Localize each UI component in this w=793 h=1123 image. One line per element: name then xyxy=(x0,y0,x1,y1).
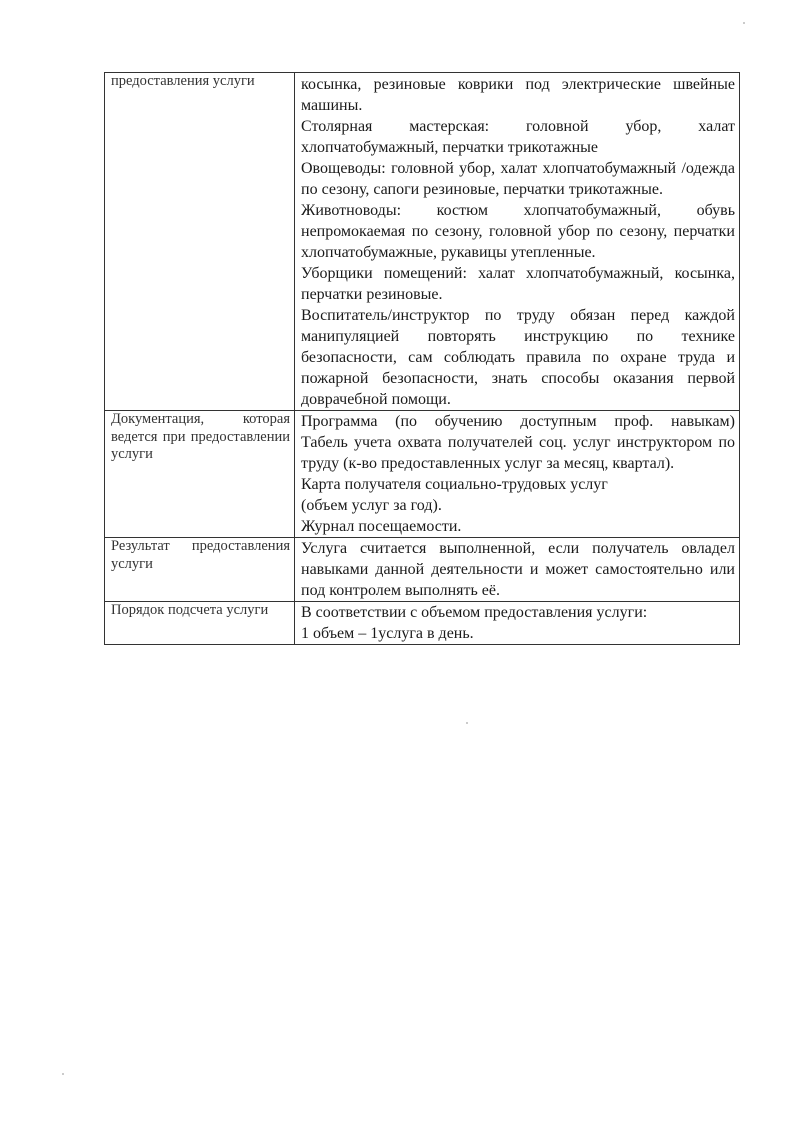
scan-speck xyxy=(62,1073,64,1075)
ppe-livestock-text: Животноводы: костюм хлопчатобумажный, обувь непромокаемая по сезону, головной убор по сезону, перчатки хлопчатобумажные, рукавицы утепленные. xyxy=(301,202,735,261)
row-label-cell xyxy=(105,602,295,645)
recipient-card-text: Карта получателя социально-трудовых услуг xyxy=(301,476,608,493)
row-label-cell xyxy=(105,73,295,411)
result-text: Услуга считается выполненной, если получатель овладел навыками данной деятельности и может самостоятельно или под контролем выполнять её. xyxy=(301,540,735,599)
scan-speck xyxy=(466,722,468,724)
row-label: предоставления услуги xyxy=(111,73,255,89)
counting-unit-text: 1 объем – 1услуга в день. xyxy=(301,625,474,642)
recipient-card-note: (объем услуг за год). xyxy=(301,497,442,514)
table-row xyxy=(105,602,740,645)
row-label-cell xyxy=(105,411,295,538)
attendance-journal-text: Журнал посещаемости. xyxy=(301,518,462,535)
table-row xyxy=(105,411,740,538)
row-content-cell xyxy=(295,538,740,602)
ppe-carpentry-text: Столярная мастерская: головной убор, халат хлопчатобумажный, перчатки трикотажные xyxy=(301,118,735,156)
scan-speck xyxy=(743,22,745,24)
ppe-vegetable-growers-text: Овощеводы: головной убор, халат хлопчатобумажный /одежда по сезону, сапоги резиновые, перчатки трикотажные. xyxy=(301,160,735,198)
row-label-cell xyxy=(105,538,295,602)
row-label: Результат предоставления услуги xyxy=(111,538,290,572)
row-content-cell xyxy=(295,602,740,645)
ppe-cleaners-text: Уборщики помещений: халат хлопчатобумажный, косынка, перчатки резиновые. xyxy=(301,265,735,303)
instructor-duties-text: Воспитатель/инструктор по труду обязан перед каждой манипуляцией повторять инструкцию по технике безопасности, сам соблюдать правила по охране труда и пожарной безопасности, знать способы оказания первой доврачебной помощи. xyxy=(301,307,735,408)
counting-order-text: В соответствии с объемом предоставления услуги: xyxy=(301,604,648,621)
ppe-sewing-text: косынка, резиновые коврики под электрические швейные машины. xyxy=(301,76,735,114)
row-label: Документация, которая ведется при предоставлении услуги xyxy=(111,411,290,462)
services-table xyxy=(104,72,740,645)
table-row xyxy=(105,538,740,602)
table-row xyxy=(105,73,740,411)
timesheet-text: Табель учета охвата получателей соц. услуг инструктором по труду (к-во предоставленных услуг за месяц, квартал). xyxy=(301,434,735,472)
program-text: Программа (по обучению доступным проф. навыкам) xyxy=(301,413,735,430)
row-content-cell xyxy=(295,73,740,411)
row-label: Порядок подсчета услуги xyxy=(111,602,269,618)
row-content-cell xyxy=(295,411,740,538)
